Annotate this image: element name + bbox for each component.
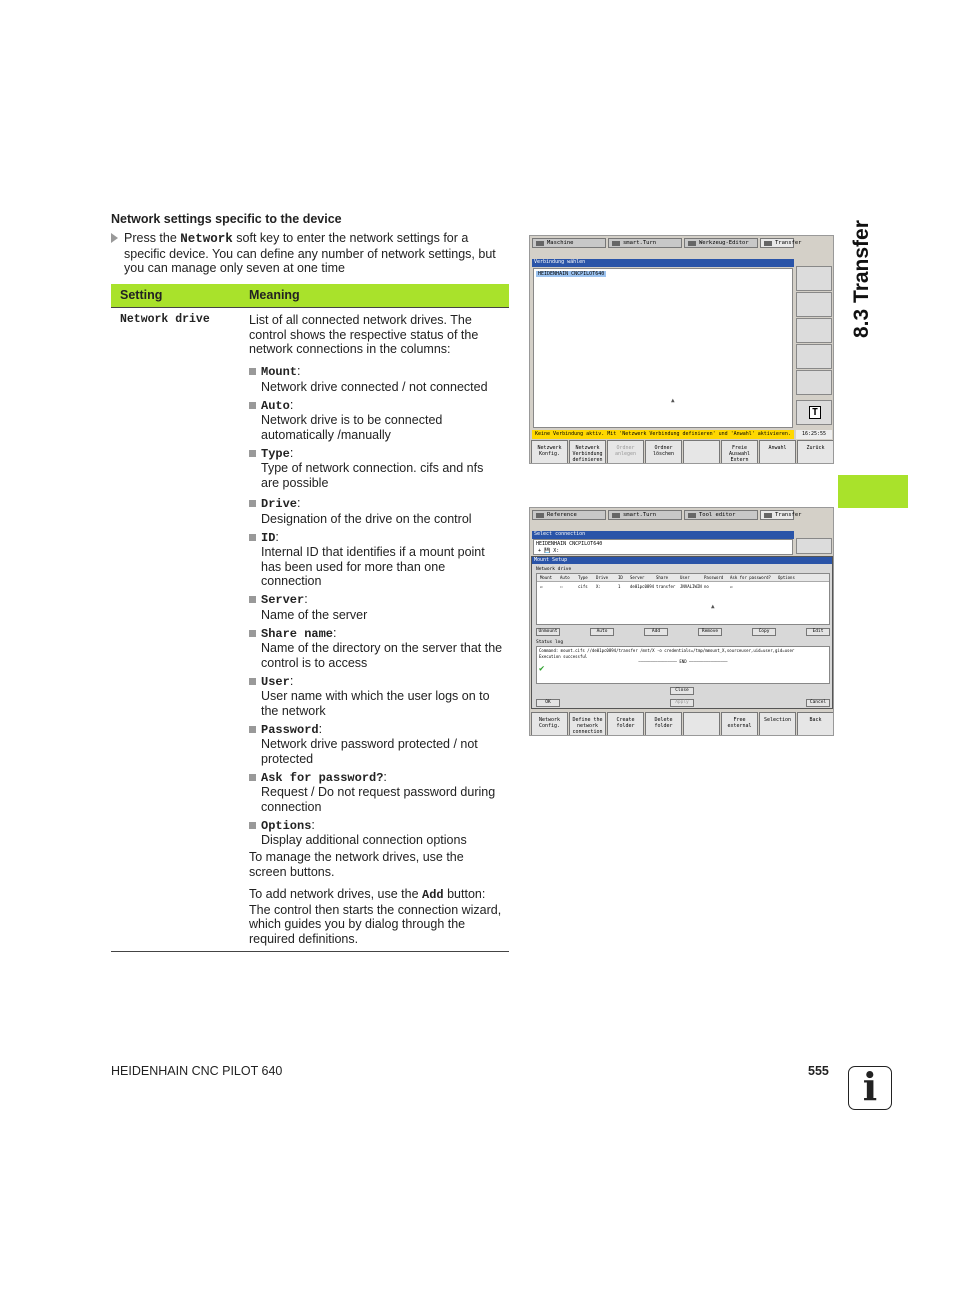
list-item: Ask for password?: Request / Do not request password during connection [249, 770, 504, 815]
checkmark-icon: ✔ [539, 663, 545, 674]
column-description: Network drive is to be connected automatically /manually [261, 413, 443, 442]
list-item: Share name: Name of the directory on the server that the control is to access [249, 626, 504, 671]
header-divider [111, 307, 509, 308]
column-name: Options [261, 818, 312, 833]
table-cell: ☑ [540, 584, 543, 589]
tab-smart-turn-2[interactable]: smart.Turn [608, 510, 682, 520]
setting-name: Network drive [120, 313, 210, 326]
vsk-network-icon-2[interactable] [796, 538, 832, 554]
column-description: Display additional connection options [261, 833, 467, 847]
tab-maschine[interactable]: Maschine [532, 238, 606, 248]
sk-selection[interactable]: Selection [759, 712, 796, 736]
column-name: Auto [261, 398, 290, 413]
list-item: Password: Network drive password protected / not protected [249, 722, 504, 767]
tab-smart-turn[interactable]: smart.Turn [608, 238, 682, 248]
table-header [111, 284, 509, 307]
svg-text:8.3 Transfer: 8.3 Transfer [850, 220, 873, 338]
machine-icon [536, 241, 544, 246]
status-line: Keine Verbindung aktiv. Mit 'Netzwerk Verbindung definieren' und 'Anwahl' aktivieren. [532, 430, 794, 439]
tree-item-2[interactable]: HEIDENHAIN CNCPILOT640 [536, 541, 603, 547]
remove-button[interactable]: Remove [698, 628, 722, 636]
sk-free-external[interactable]: Free external [721, 712, 758, 736]
connection-tree-2[interactable] [533, 539, 793, 555]
drive-table-header [537, 574, 829, 582]
sk-create-folder[interactable]: Create folder [607, 712, 644, 736]
smartturn-icon [612, 241, 620, 246]
column-header[interactable]: Share [656, 575, 669, 580]
tool-icon [688, 241, 696, 246]
list-item: Auto: Network drive is to be connected automatically /manually [249, 398, 504, 443]
machine-icon [536, 513, 544, 518]
column-name: Mount [261, 365, 298, 379]
network-softkey-name: Network [180, 232, 233, 246]
sk-ordner-loeschen[interactable]: Ordner löschen [645, 440, 682, 464]
list-item: Mount: Network drive connected / not connected [249, 364, 504, 394]
column-header[interactable]: Options [778, 575, 795, 580]
sk-zurueck[interactable]: Zurück [797, 440, 834, 464]
column-description: Internal ID that identifies if a mount point has been used for more than one connection [261, 545, 485, 588]
copy-button[interactable]: Copy [752, 628, 776, 636]
sk-delete-folder[interactable]: Delete folder [645, 712, 682, 736]
table-cell: ☐ [560, 584, 563, 589]
table-bottom-rule [111, 951, 509, 952]
mount-setup-dialog [531, 556, 833, 709]
column-header[interactable]: Ask for password? [730, 575, 771, 580]
table-cell: 1 [618, 584, 621, 589]
table-cell: de01pc0894 [630, 584, 655, 589]
header-meaning: Meaning [249, 288, 300, 302]
panel-title: Verbindung wählen [532, 259, 794, 267]
sk-netzwerk-konfig[interactable]: Netzwerk Konfig. [531, 440, 568, 464]
transfer-icon [764, 241, 772, 246]
tab-werkzeug[interactable]: Werkzeug-Editor [684, 238, 758, 248]
vsk-drive-icon[interactable] [796, 292, 832, 317]
column-description: User name with which the user logs on to the network [261, 689, 490, 718]
column-header[interactable]: User [680, 575, 690, 580]
status-log-label: Status log [536, 640, 564, 645]
table-cell: no [704, 584, 709, 589]
list-item: User: User name with which the user logs on to the network [249, 674, 504, 719]
info-icon: i [848, 1066, 892, 1110]
sk-ordner-anlegen[interactable]: Ordner anlegen [607, 440, 644, 464]
clock: 16:25:55 [796, 430, 832, 439]
column-name: Server [261, 593, 305, 607]
column-header[interactable]: Server [630, 575, 645, 580]
sk-freie-auswahl[interactable]: Freie Auswahl Extern [721, 440, 758, 464]
table-cell: ☑ [730, 584, 733, 589]
column-name: ID [261, 530, 276, 545]
sk-network-config[interactable]: Network Config. [531, 712, 568, 736]
column-header[interactable]: Auto [560, 575, 570, 580]
section-title: Network settings specific to the device [111, 212, 342, 226]
log-line-1: Command: mount.cifs //de01pc0894/transfer /mnt/X -o credentials=/tmp/mmount_X,sourceuser,uid=user,gid=user [539, 648, 795, 653]
column-name: User [261, 674, 290, 689]
connection-tree[interactable] [533, 268, 793, 428]
close-button[interactable]: Close [670, 687, 694, 695]
column-description: Network drive connected / not connected [261, 379, 488, 394]
column-list-a [249, 364, 504, 494]
column-description: Type of network connection. cifs and nfs are possible [261, 461, 484, 490]
triangle-bullet-icon [111, 233, 118, 243]
vsk-empty-3[interactable] [796, 370, 832, 395]
meaning-text: List of all connected network drives. The control shows the respective status of the network connections in the columns: [249, 313, 479, 356]
list-item: Server: Name of the server [249, 592, 504, 622]
column-name: Password [261, 722, 319, 737]
manage-text: To manage the network drives, use the screen buttons. [249, 850, 464, 879]
header-setting: Setting [120, 288, 163, 302]
cursor-icon: ▲ [711, 603, 715, 610]
sk-disabled-icon[interactable] [683, 440, 720, 464]
sk-netzwerk-verbindung[interactable]: Netzwerk Verbindung definieren [569, 440, 606, 464]
column-list-b [249, 496, 504, 851]
sk-disabled-icon-2[interactable] [683, 712, 720, 736]
table-cell: transfer [656, 584, 676, 589]
apply-button[interactable]: Apply [670, 699, 694, 707]
table-cell: cifs [578, 584, 588, 589]
tab-transfer[interactable]: Transfer [760, 238, 794, 248]
status-log [536, 646, 830, 684]
unmount-button[interactable]: Unmount [536, 628, 560, 636]
list-item: Drive: Designation of the drive on the control [249, 496, 504, 526]
column-header[interactable]: Drive [596, 575, 609, 580]
screenshot-english [529, 507, 834, 736]
tree-item[interactable]: HEIDENHAIN CNCPILOT640 [538, 271, 605, 277]
column-header[interactable]: Mount [540, 575, 553, 580]
tab-transfer-2[interactable]: Transfer [760, 510, 794, 520]
tree-subitem[interactable]: + 💾 X: [538, 548, 560, 554]
footer-product: HEIDENHAIN CNC PILOT 640 [111, 1064, 283, 1078]
column-description: Network drive password protected / not protected [261, 737, 478, 766]
list-item: Options: Display additional connection options [249, 818, 504, 848]
vsk-network-icon[interactable] [796, 266, 832, 291]
group-label: Network drive [536, 567, 572, 572]
column-description: Designation of the drive on the control [261, 511, 472, 526]
column-description: Name of the server [261, 607, 368, 622]
panel-title-2: Select connection [532, 531, 794, 539]
log-line-3: ———————————————— END ———————————————— [638, 659, 728, 664]
table-cell: X: [596, 584, 601, 589]
ok-button[interactable]: OK [536, 699, 560, 707]
add-text: To add network drives, use the Add button: The control then starts the connection wizard, which guides you by dialog through the required definitions. [249, 887, 502, 946]
vsk-t-icon[interactable]: T [796, 400, 832, 425]
screenshot-german [529, 235, 834, 464]
column-header[interactable]: Type [578, 575, 588, 580]
list-item: ID: Internal ID that identifies if a mount point has been used for more than one connection [249, 530, 504, 589]
column-name: Ask for password? [261, 770, 384, 785]
drive-table[interactable] [536, 573, 830, 625]
column-description: Request / Do not request password during connection [261, 785, 496, 814]
column-header[interactable]: Password [704, 575, 724, 580]
cancel-button[interactable]: Cancel [806, 699, 830, 707]
dialog-title: Mount Setup [532, 557, 832, 564]
tab-reference[interactable]: Reference [532, 510, 606, 520]
edit-button[interactable]: Edit [806, 628, 830, 636]
table-cell: JNVALIWIN [680, 584, 702, 589]
sk-anwahl[interactable]: Anwahl [759, 440, 796, 464]
column-name: Share name [261, 626, 334, 641]
sk-define-connection[interactable]: Define the network connection [569, 712, 606, 736]
vsk-empty-1[interactable] [796, 318, 832, 343]
list-item: Type: Type of network connection. cifs and nfs are possible [249, 446, 504, 491]
tab-tool-editor[interactable]: Tool editor [684, 510, 758, 520]
add-button-name: Add [422, 888, 444, 902]
chapter-tab-marker [838, 475, 908, 508]
add-button[interactable]: Add [644, 628, 668, 636]
column-name: Type [261, 446, 290, 461]
table-row[interactable] [537, 583, 829, 590]
column-name: Drive [261, 497, 298, 511]
tool-icon [688, 513, 696, 518]
log-line-2: Execution successful [539, 653, 588, 659]
intro-paragraph: Press the Network soft key to enter the network settings for a specific device. You can define any number of network settings, but you can manage only seven at one time [111, 231, 511, 276]
chapter-label [834, 210, 876, 340]
sk-back[interactable]: Back [797, 712, 834, 736]
column-description: Name of the directory on the server that the control is to access [261, 641, 503, 670]
auto-button[interactable]: Auto [590, 628, 614, 636]
page-number: 555 [808, 1064, 829, 1078]
smartturn-icon [612, 513, 620, 518]
cursor-icon: ▲ [671, 397, 675, 404]
transfer-icon [764, 513, 772, 518]
column-header[interactable]: ID [618, 575, 623, 580]
vsk-empty-2[interactable] [796, 344, 832, 369]
